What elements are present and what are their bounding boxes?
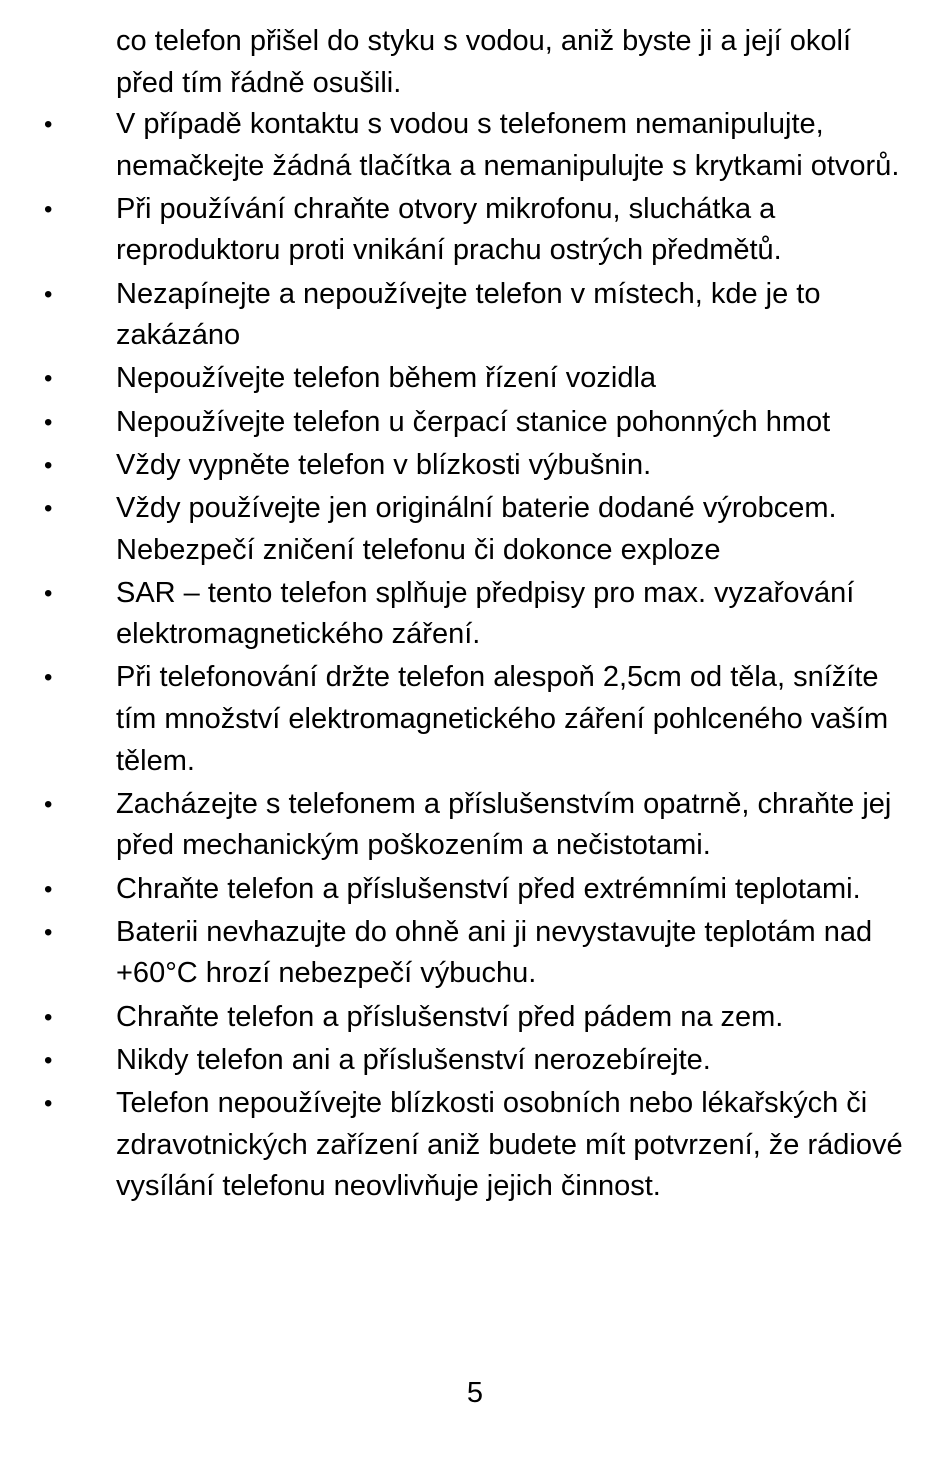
list-item-text: Chraňte telefon a příslušenství před pádem na zem. xyxy=(116,1000,784,1033)
list-item xyxy=(0,358,950,400)
bullet-icon: • xyxy=(44,408,53,436)
list-item-text: Nezapínejte a nepoužívejte telefon v místech, kde je to zakázáno xyxy=(116,277,821,352)
list-item xyxy=(0,997,950,1039)
bullet-icon: • xyxy=(44,494,53,522)
page-number: 5 xyxy=(466,1377,484,1409)
safety-bullet-list xyxy=(0,104,950,1209)
bullet-icon: • xyxy=(44,111,53,138)
list-item-text: Při telefonování držte telefon alespoň 2,5cm od těla, snížíte tím množství elektromagnetického záření pohlceného vaším tělem. xyxy=(116,661,889,777)
bullet-icon: • xyxy=(44,195,53,223)
list-item-text: Nikdy telefon ani a příslušenství nerozebírejte. xyxy=(116,1043,711,1076)
list-item-text: V případě kontaktu s vodou s telefonem nemanipulujte, nemačkejte žádná tlačítka a nemanipulujte s krytkami otvorů. xyxy=(116,108,900,182)
list-item xyxy=(0,784,950,867)
list-item xyxy=(0,402,950,444)
list-item xyxy=(0,445,950,487)
bullet-icon: • xyxy=(44,875,53,903)
list-item-text: Baterii nevhazujte do ohně ani ji nevystavujte teplotám nad +60°C hrozí nebezpečí výbuchu. xyxy=(116,915,873,990)
bullet-icon: • xyxy=(44,365,53,393)
list-item xyxy=(0,189,950,272)
list-item xyxy=(0,1083,950,1208)
list-item xyxy=(0,869,950,911)
list-item xyxy=(0,1040,950,1082)
bullet-icon: • xyxy=(44,1089,53,1117)
list-item-text: Chraňte telefon a příslušenství před extrémními teplotami. xyxy=(116,872,861,905)
list-item xyxy=(0,912,950,995)
list-item xyxy=(0,488,950,571)
list-item-text: Nepoužívejte telefon u čerpací stanice pohonných hmot xyxy=(116,405,831,438)
list-item xyxy=(0,657,950,782)
list-item-text: Vždy používejte jen originální baterie dodané výrobcem. Nebezpečí zničení telefonu či dokonce exploze xyxy=(116,491,837,566)
list-item-text: Při používání chraňte otvory mikrofonu, sluchátka a reproduktoru proti vnikání prachu ostrých předmětů. xyxy=(116,192,782,267)
bullet-icon: • xyxy=(44,664,53,692)
list-item-text: Zacházejte s telefonem a příslušenstvím opatrně, chraňte jej před mechanickým poškozením a nečistotami. xyxy=(116,787,892,862)
bullet-icon: • xyxy=(44,451,53,479)
bullet-icon: • xyxy=(44,1046,53,1074)
bullet-icon: • xyxy=(44,280,53,308)
list-item-text: SAR – tento telefon splňuje předpisy pro max. vyzařování elektromagnetického záření. xyxy=(116,576,855,651)
bullet-icon: • xyxy=(44,1003,53,1031)
list-item xyxy=(0,104,950,187)
list-item-text: Vždy vypněte telefon v blízkosti výbušnin. xyxy=(116,448,652,481)
bullet-icon: • xyxy=(44,918,53,946)
bullet-icon: • xyxy=(44,790,53,818)
continuation-paragraph: co telefon přišel do styku s vodou, aniž byste ji a její okolí před tím řádně osušili. xyxy=(116,25,852,99)
list-item-text: Telefon nepoužívejte blízkosti osobních nebo lékařských či zdravotnických zařízení aniž budete mít potvrzení, že rádiové vysílání telefonu neovlivňuje jejich činnost. xyxy=(116,1086,903,1203)
bullet-icon: • xyxy=(44,579,53,607)
list-item xyxy=(0,573,950,656)
list-item-text: Nepoužívejte telefon během řízení vozidla xyxy=(116,362,657,395)
list-item xyxy=(0,274,950,357)
